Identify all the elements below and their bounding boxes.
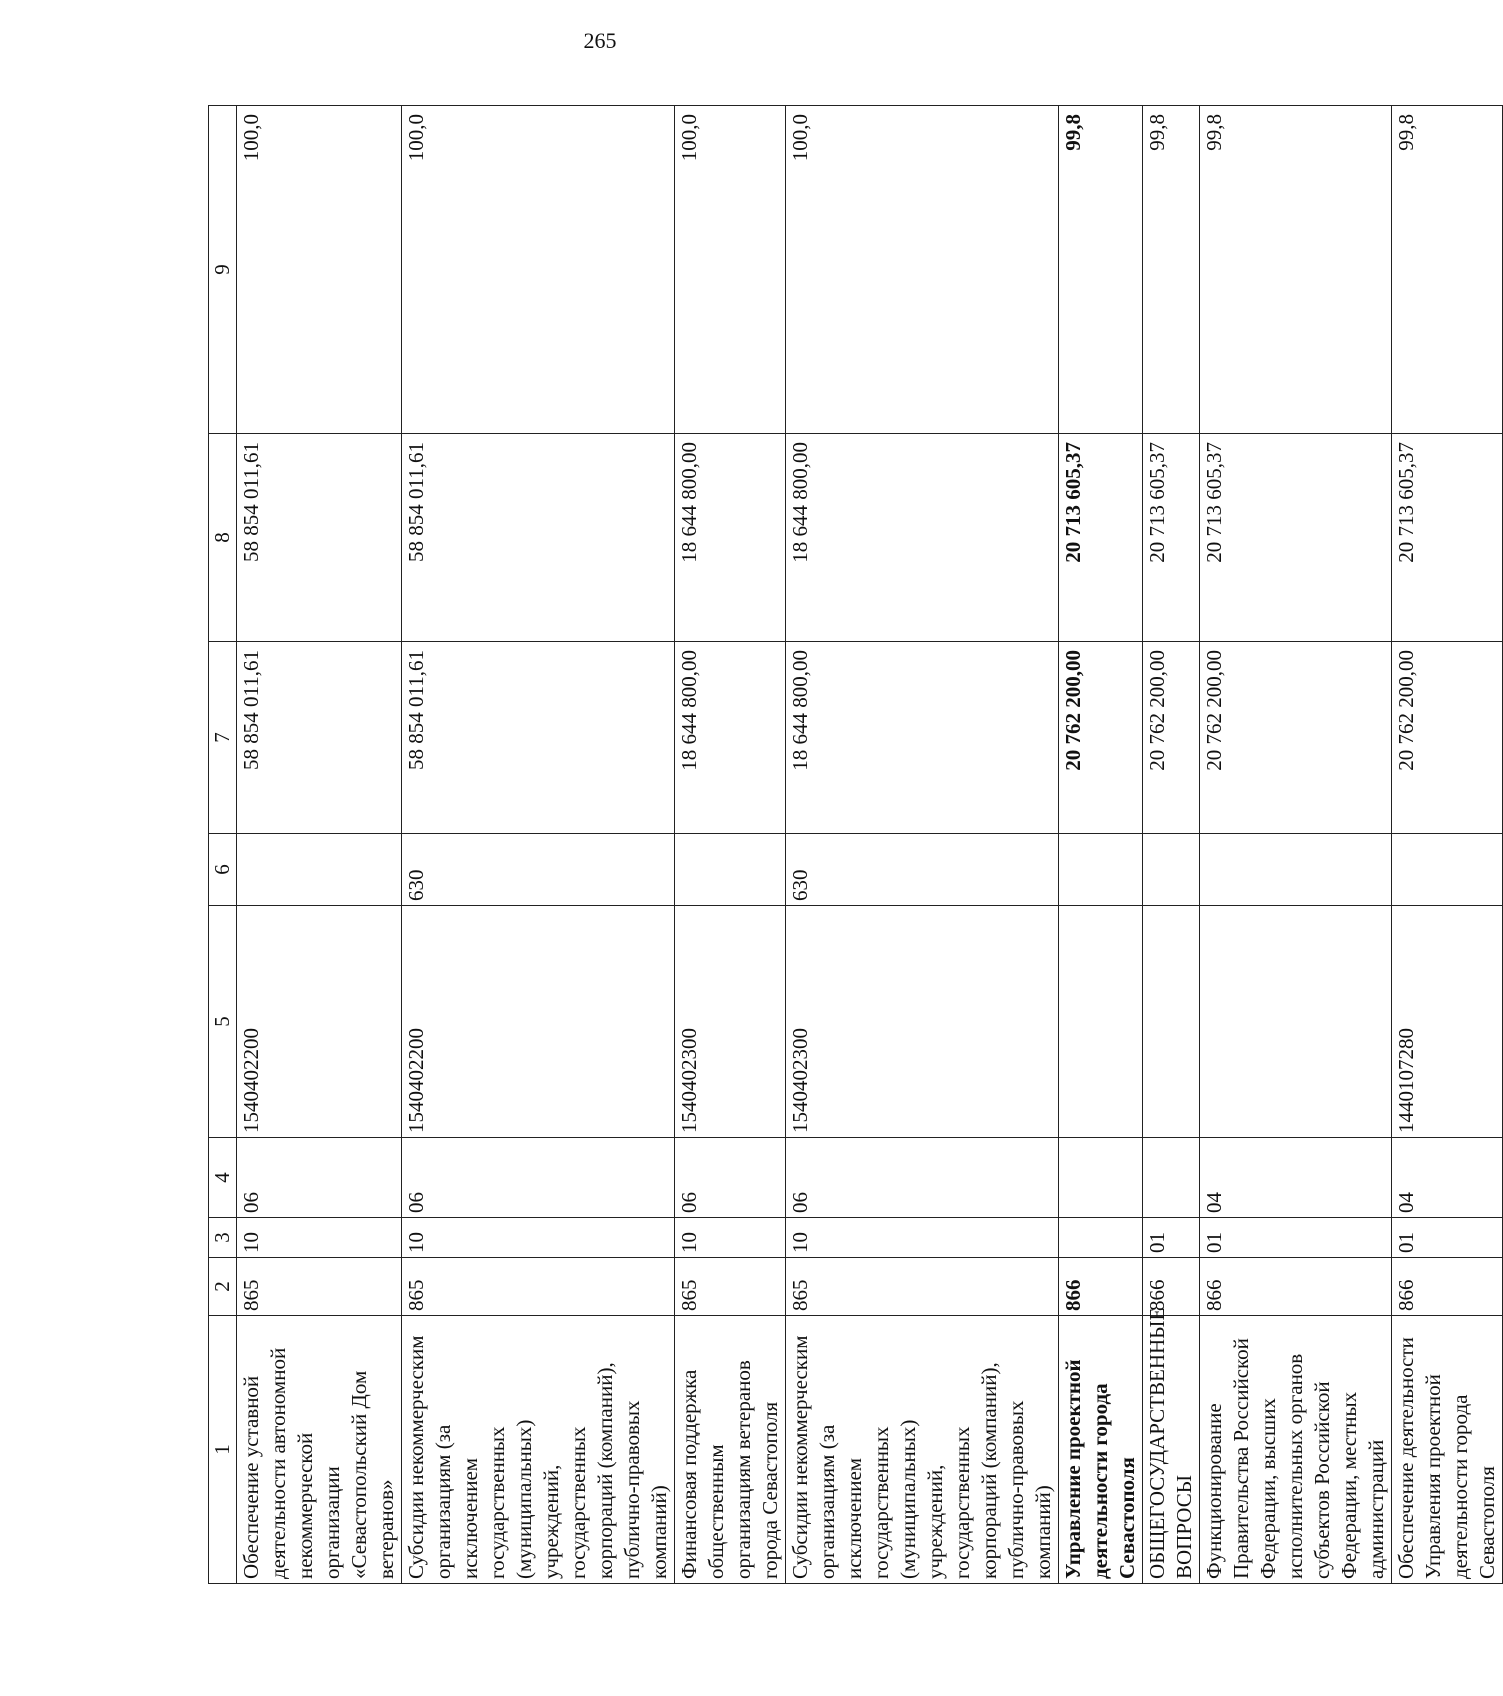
expense-type-cell <box>237 834 402 906</box>
target-item-cell <box>1143 906 1200 1138</box>
section-cell: 01 <box>1200 1218 1392 1258</box>
expense-type-cell <box>675 834 786 906</box>
row-name-cell: Управление проектной деятельности города Севастополя <box>1059 1316 1143 1584</box>
admin-code-cell: 866 <box>1392 1258 1503 1316</box>
execution-percent-cell: 100,0 <box>237 106 402 434</box>
approved-amount-cell: 20 762 200,00 <box>1143 642 1200 834</box>
expense-type-cell: 630 <box>402 834 675 906</box>
row-name-cell: Финансовая поддержка общественным организациям ветеранов города Севастополя <box>675 1316 786 1584</box>
executed-amount-cell: 20 713 605,37 <box>1059 434 1143 642</box>
table-row <box>402 106 675 1584</box>
execution-percent-cell: 99,8 <box>1059 106 1143 434</box>
target-item-cell: 1440107280 <box>1392 906 1503 1138</box>
row-name-cell: Субсидии некоммерческим организациям (за исключением государственных (муниципальных) учреждений, государственных корпораций (компаний), публично-правовых компаний) <box>786 1316 1059 1584</box>
execution-percent-cell: 99,8 <box>1392 106 1503 434</box>
executed-amount-cell: 58 854 011,61 <box>237 434 402 642</box>
column-header-5: 5 <box>209 906 237 1138</box>
column-header-1: 1 <box>209 1316 237 1584</box>
target-item-cell: 1540402200 <box>237 906 402 1138</box>
target-item-cell: 1540402300 <box>786 906 1059 1138</box>
execution-percent-cell: 100,0 <box>675 106 786 434</box>
row-name-cell: Субсидии некоммерческим организациям (за исключением государственных (муниципальных) учреждений, государственных корпораций (компаний), публично-правовых компаний) <box>402 1316 675 1584</box>
admin-code-cell: 865 <box>402 1258 675 1316</box>
target-item-cell: 1540402200 <box>402 906 675 1138</box>
admin-code-cell: 866 <box>1059 1258 1143 1316</box>
table-row <box>1392 106 1503 1584</box>
approved-amount-cell: 18 644 800,00 <box>786 642 1059 834</box>
column-header-2: 2 <box>209 1258 237 1316</box>
table-row <box>786 106 1059 1584</box>
approved-amount-cell: 20 762 200,00 <box>1200 642 1392 834</box>
rotated-table-container <box>208 106 1499 1584</box>
column-header-6: 6 <box>209 834 237 906</box>
section-cell: 10 <box>402 1218 675 1258</box>
table-row <box>1059 106 1143 1584</box>
subsection-cell: 04 <box>1200 1138 1392 1218</box>
table-row <box>1200 106 1392 1584</box>
approved-amount-cell: 20 762 200,00 <box>1059 642 1143 834</box>
subsection-cell: 06 <box>675 1138 786 1218</box>
column-header-7: 7 <box>209 642 237 834</box>
executed-amount-cell: 18 644 800,00 <box>786 434 1059 642</box>
subsection-cell: 06 <box>237 1138 402 1218</box>
approved-amount-cell: 58 854 011,61 <box>237 642 402 834</box>
executed-amount-cell: 20 713 605,37 <box>1200 434 1392 642</box>
target-item-cell <box>1059 906 1143 1138</box>
table-row <box>237 106 402 1584</box>
admin-code-cell: 865 <box>786 1258 1059 1316</box>
target-item-cell: 1540402300 <box>675 906 786 1138</box>
column-header-9: 9 <box>209 106 237 434</box>
expense-type-cell: 630 <box>786 834 1059 906</box>
expense-type-cell <box>1143 834 1200 906</box>
execution-percent-cell: 100,0 <box>402 106 675 434</box>
approved-amount-cell: 20 762 200,00 <box>1392 642 1503 834</box>
execution-percent-cell: 99,8 <box>1200 106 1392 434</box>
approved-amount-cell: 58 854 011,61 <box>402 642 675 834</box>
executed-amount-cell: 20 713 605,37 <box>1392 434 1503 642</box>
execution-percent-cell: 100,0 <box>786 106 1059 434</box>
row-name-cell: Обеспечение деятельности Управления проектной деятельности города Севастополя <box>1392 1316 1503 1584</box>
admin-code-cell: 866 <box>1200 1258 1392 1316</box>
column-header-4: 4 <box>209 1138 237 1218</box>
section-cell: 01 <box>1392 1218 1503 1258</box>
column-header-8: 8 <box>209 434 237 642</box>
section-cell <box>1059 1218 1143 1258</box>
subsection-cell <box>1059 1138 1143 1218</box>
section-cell: 10 <box>786 1218 1059 1258</box>
expense-type-cell <box>1392 834 1503 906</box>
table-row <box>675 106 786 1584</box>
executed-amount-cell: 20 713 605,37 <box>1143 434 1200 642</box>
row-name-cell: Функционирование Правительства Российской Федерации, высших исполнительных органов субъектов Российской Федерации, местных администраций <box>1200 1316 1392 1584</box>
row-name-cell: ОБЩЕГОСУДАРСТВЕННЫЕ ВОПРОСЫ <box>1143 1316 1200 1584</box>
page-number: 265 <box>583 28 617 53</box>
row-name-cell: Обеспечение уставной деятельности автономной некоммерческой организации «Севастопольский Дом ветеранов» <box>237 1316 402 1584</box>
admin-code-cell: 865 <box>675 1258 786 1316</box>
admin-code-cell: 866 <box>1143 1258 1200 1316</box>
execution-percent-cell: 99,8 <box>1143 106 1200 434</box>
executed-amount-cell: 18 644 800,00 <box>675 434 786 642</box>
section-cell: 01 <box>1143 1218 1200 1258</box>
executed-amount-cell: 58 854 011,61 <box>402 434 675 642</box>
column-header-3: 3 <box>209 1218 237 1258</box>
section-cell: 10 <box>237 1218 402 1258</box>
header-row <box>209 106 237 1584</box>
target-item-cell <box>1200 906 1392 1138</box>
subsection-cell: 06 <box>786 1138 1059 1218</box>
subsection-cell: 04 <box>1392 1138 1503 1218</box>
table-body <box>237 106 1503 1584</box>
expense-type-cell <box>1200 834 1392 906</box>
subsection-cell: 06 <box>402 1138 675 1218</box>
table-row <box>1143 106 1200 1584</box>
admin-code-cell: 865 <box>237 1258 402 1316</box>
expense-type-cell <box>1059 834 1143 906</box>
subsection-cell <box>1143 1138 1200 1218</box>
section-cell: 10 <box>675 1218 786 1258</box>
budget-table <box>208 105 1503 1584</box>
approved-amount-cell: 18 644 800,00 <box>675 642 786 834</box>
